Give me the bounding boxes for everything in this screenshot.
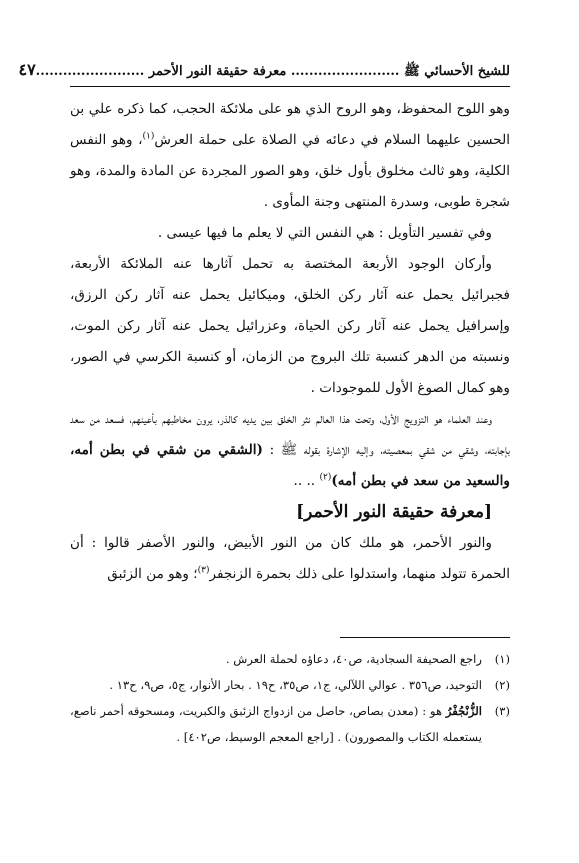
paragraph — [70, 218, 510, 249]
footnote-ref: (١) — [142, 131, 155, 142]
footnote-definition: هو : (معدن بصاص، حاصل من ازدواج الزئبق والكبريت، ومسحوقه أحمر ناصع، يستعمله الكتاب والمصورون) . [راجع المعجم الوسيط، ص٤٠٢] . — [70, 704, 482, 744]
paragraph — [70, 94, 510, 218]
footnote-text: راجع الصحيفة السجادية، ص٤٠، دعاؤه لحملة العرش . — [225, 652, 482, 666]
hadith-quote: (الشقي من شقي في بطن أمه، والسعيد من سعد في بطن أمه) — [70, 442, 510, 489]
footnote-ref: (٣) — [197, 565, 210, 576]
paragraph-text: وفي تفسير التأويل : هي النفس التي لا يعلم ما فيها عيسى . — [157, 225, 492, 241]
paragraph-text: وهو اللوح المحفوظ، وهو الروح الذي هو على ملائكة الحجب، كما ذكره علي بن الحسين عليهما السلام في دعائه في الصلاة على حملة العرش — [70, 101, 510, 148]
paragraph-text: وأركان الوجود الأربعة المختصة به تحمل آثارها عنه الملائكة الأربعة، فجبرائيل يحمل عنه آثار ركن الخلق، وميكائيل يحمل عنه آثار ركن الرزق، وإسرافيل يحمل عنه آثار ركن الحياة، وعزرائيل يحمل عنه آثار ركن الموت، ونسبته من الدهر كنسبة تلك البروج من الزمان، أو كنسبة الكرسي في الصور، وهو كمال الصوغ الأول للموجودات . — [70, 256, 510, 396]
paragraph-text: .. .. — [293, 473, 320, 489]
paragraph — [70, 528, 510, 590]
footnote-separator — [340, 637, 510, 638]
footnote — [70, 698, 510, 750]
page-number: ٤٧ — [18, 60, 36, 79]
footnotes — [70, 646, 510, 750]
footnote-text — [70, 698, 482, 750]
main-text — [70, 94, 510, 590]
paragraph-text: والنور الأحمر، هو ملك كان من النور الأبيض، والنور الأصفر قالوا : أن الحمرة تتولد منهما، واستدلوا على ذلك بحمرة الزنجفر — [70, 535, 510, 582]
header-title: للشيخ الأحسائي ﷺ ........................ معرفة حقيقة النور الأحمر ........................ — [35, 64, 510, 79]
footnote — [70, 646, 510, 672]
footnote-number: (٢) — [494, 678, 510, 692]
footnote-number: (٣) — [494, 704, 510, 718]
paragraph — [70, 249, 510, 404]
footnote — [70, 672, 510, 698]
section-title: [معرفة حقيقة النور الأحمر] — [296, 502, 492, 522]
paragraph-text: وعند العلماء هو التزويج الأول، وتحت هذا العالم نثر الخلق بين يديه كالذر، يرون مخاطبهم بأعينهم، فسعد من سعد بإجابته، وشقي من شقي بمعصيته، وإليه الإشارة بقوله ﷺ : — [70, 411, 510, 458]
header-rule — [70, 86, 510, 87]
running-header — [18, 60, 510, 82]
footnote-text: التوحيد، ص٣٥٦ . عوالي اللآلي، ج١، ص٣٥، ح١٩ . بحار الأنوار، ج٥، ص٩، ح١٣ . — [109, 678, 482, 692]
paragraph-text: ؛ وهو من الزئبق — [107, 566, 198, 582]
footnote-term: الزُّنْجُفْرُ — [445, 704, 482, 718]
footnote-number: (١) — [494, 652, 510, 666]
footnote-ref: (٢) — [319, 472, 332, 483]
paragraph — [70, 404, 510, 497]
paragraph-text: ، وهو النفس الكلية، وهو ثالث مخلوق بأول خلق، وهو الصور المجردة عن المادة والمدة، وهو شجرة طوبى، وسدرة المنتهى وجنة المأوى . — [70, 132, 510, 210]
